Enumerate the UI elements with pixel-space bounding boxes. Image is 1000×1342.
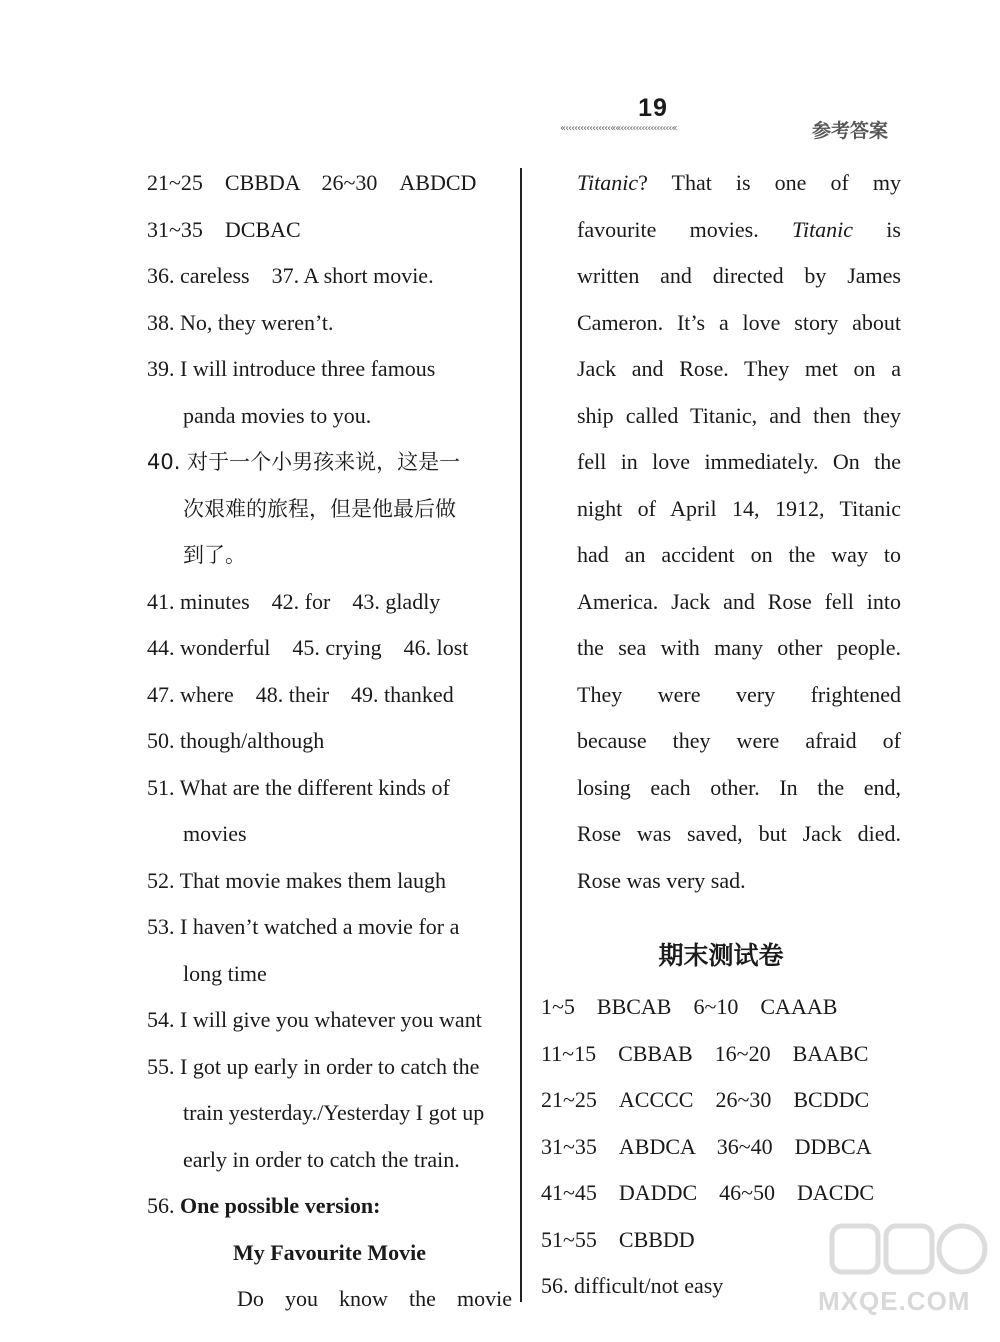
essay-text: ? That is one of my [638,170,901,195]
essay-line: They were very frightened [577,681,901,707]
answer-line: 21~25 ACCCC 26~30 BCDDC [541,1087,870,1112]
movie-title-italic: Titanic [791,216,854,242]
answer-line: 54. I will give you whatever you want [147,1007,482,1032]
answer-line: movies [183,821,247,846]
watermark-logo-icon [828,1218,988,1282]
answer-line: 到了。 [183,543,246,567]
essay-line: ship called Titanic, and then they [577,402,901,428]
section-label: 参考答案 [812,120,889,142]
answer-line: early in order to catch the train. [183,1146,460,1172]
answer-line: 44. wonderful 45. crying 46. lost [147,635,469,660]
item-56-label: One possible version: [180,1193,381,1218]
essay-title: My Favourite Movie [232,1239,427,1265]
answer-line: 53. I haven’t watched a movie for a [147,914,460,939]
item-56-number: 56. [147,1193,175,1218]
answer-line: 1~5 BBCAB 6~10 CAAAB [541,994,838,1019]
essay-line: written and directed by James [577,263,901,288]
item-56-header [147,1183,512,1230]
answer-line: 21~25 CBBDA 26~30 ABDCD [147,170,477,195]
movie-title-italic: Titanic [577,170,639,195]
essay-text: is [853,216,901,242]
answer-line: 55. I got up early in order to catch the [147,1053,480,1079]
answer-line: 47. where 48. their 49. thanked [147,681,454,707]
answer-line: 41~45 DADDC 46~50 DACDC [541,1180,875,1205]
answer-line: 31~35 DCBAC [147,216,301,242]
essay-line: had an accident on the way to [577,542,901,567]
essay-line: Cameron. It’s a love story about [577,309,901,335]
answer-line: 次艰难的旅程，但是他最后做 [183,496,456,521]
answer-line: 11~15 CBBAB 16~20 BAABC [541,1040,869,1066]
essay-line: fell in love immediately. On the [577,449,901,474]
answer-line: 31~35 ABDCA 36~40 DDBCA [541,1133,872,1159]
essay-line: the sea with many other people. [577,635,901,660]
answer-line: long time [183,960,267,986]
answer-line: 39. I will introduce three famous [147,356,436,381]
essay-line: Rose was very sad. [577,867,746,893]
column-divider [520,168,522,1302]
watermark-text: MXQE.COM [818,1286,971,1316]
answer-line: 41. minutes 42. for 43. gladly [147,588,441,614]
essay-line: losing each other. In the end, [577,774,901,800]
essay-line: America. Jack and Rose fell into [577,588,901,614]
right-column [541,160,901,904]
answer-line: train yesterday./Yesterday I got up [183,1100,485,1125]
answer-line: 56. difficult/not easy [541,1273,724,1298]
essay-line: because they were afraid of [577,728,901,753]
essay-opening: Do you know the movie [237,1286,512,1311]
answer-line: 50. though/although [147,728,325,753]
essay-line [541,207,901,254]
essay-line: Jack and Rose. They met on a [577,356,901,381]
answer-line: 52. That movie makes them laugh [147,867,446,893]
page-number: 19 [638,94,668,122]
essay-line [541,160,901,207]
essay-line: night of April 14, 1912, Titanic [577,495,901,521]
answer-line: 40. 对于一个小男孩来说，这是一 [147,450,461,474]
answer-line: 36. careless 37. A short movie. [147,263,434,288]
essay-line: Rose was saved, but Jack died. [577,821,901,846]
answer-line: 51. What are the different kinds of [147,774,450,800]
answer-line: panda movies to you. [183,402,372,428]
left-column [147,160,512,1323]
answer-line: 38. No, they weren’t. [147,309,334,335]
decorative-chevron-row: «‹‹‹‹‹‹‹‹‹‹‹‹‹‹‹««‹‹‹‹‹‹‹‹‹‹‹‹‹‹‹‹‹« [560,123,677,134]
final-exam-heading: 期末测试卷 [658,941,784,970]
essay-text: favourite movies. [577,216,792,242]
answer-line: 51~55 CBBDD [541,1226,695,1252]
